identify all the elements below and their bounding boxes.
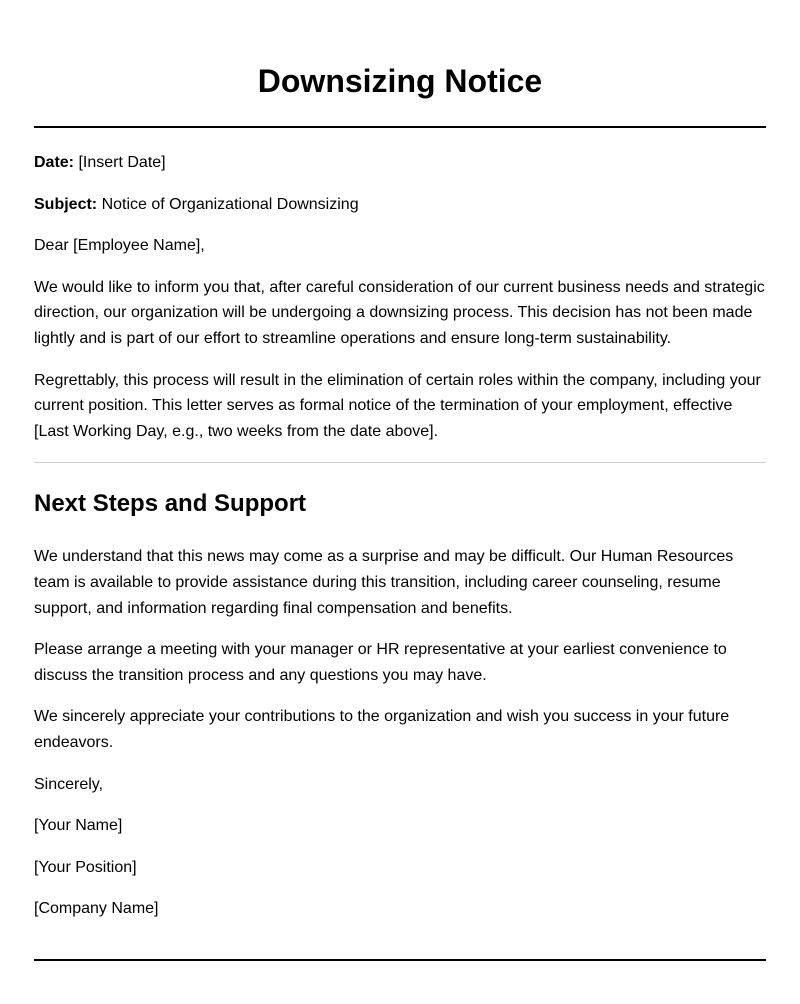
subject-label: Subject: xyxy=(34,195,98,213)
closing: Sincerely, xyxy=(34,775,104,793)
subject-line xyxy=(34,192,766,218)
body-paragraph-2: Regrettably, this process will result in the elimination of certain roles within the company, including your current position. This letter serves as formal notice of the termination of your employment, effective [Last Working Day, e.g., two weeks from the date above]. xyxy=(34,371,761,440)
date-line xyxy=(34,150,766,176)
subject-value: Notice of Organizational Downsizing xyxy=(97,195,359,213)
body-paragraph-1: We would like to inform you that, after careful consideration of our current business needs and strategic direction, our organization will be undergoing a downsizing process. This decision has not been made lightly and is part of our effort to streamline operations and ensure long-term sustainability. xyxy=(34,278,765,347)
footer-divider xyxy=(34,959,766,961)
section-divider xyxy=(34,462,766,463)
salutation: Dear [Employee Name], xyxy=(34,237,205,255)
signature-position: [Your Position] xyxy=(34,858,137,876)
date-value: [Insert Date] xyxy=(74,154,166,171)
signature-name: [Your Name] xyxy=(34,817,123,835)
support-paragraph-3: We sincerely appreciate your contributions to the organization and wish you success in your future endeavors. xyxy=(34,708,730,751)
support-paragraph-1: We understand that this news may come as a surprise and may be difficult. Our Human Resources team is available to provide assistance during this transition, including career counseling, resume support, and information regarding final compensation and benefits. xyxy=(34,548,734,617)
date-label: Date: xyxy=(34,154,75,171)
document-title: Downsizing Notice xyxy=(257,63,543,99)
signature-company: [Company Name] xyxy=(34,900,159,918)
title-divider xyxy=(34,126,766,128)
support-paragraph-2: Please arrange a meeting with your manager or HR representative at your earliest convenience to discuss the transition process and any questions you may have. xyxy=(34,641,727,684)
section-heading: Next Steps and Support xyxy=(34,490,307,518)
